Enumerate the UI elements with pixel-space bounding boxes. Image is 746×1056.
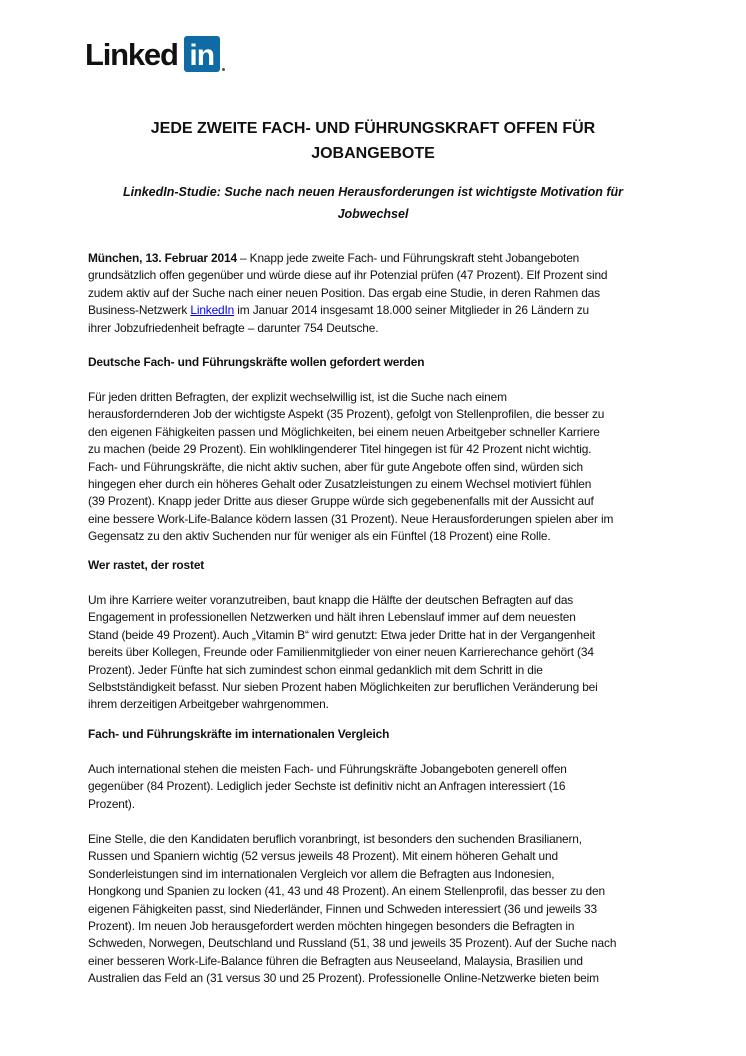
- intro-paragraph: [88, 250, 607, 337]
- paragraph: [88, 761, 567, 813]
- subtitle-line: Jobwechsel: [337, 207, 409, 221]
- text: Business-Netzwerk: [88, 303, 191, 318]
- text-line: hingegen eher durch ein höheres Gehalt oder Zusatzleistungen zu einem Wechsel motiviert fühlen: [88, 476, 592, 491]
- logo-wordmark: Linked: [85, 37, 178, 72]
- linkedin-link[interactable]: LinkedIn: [190, 303, 235, 318]
- logo-in-box: in: [184, 36, 220, 72]
- text-line: Prozent).: [88, 796, 135, 811]
- section-heading: Wer rastet, der rostet: [88, 558, 205, 572]
- text-line: Schweden, Norwegen, Deutschland und Russland (51, 38 und jeweils 35 Prozent). Auf der Suche nach: [88, 936, 617, 951]
- text-line: Stand (beide 49 Prozent). Auch „Vitamin B“ wird genutzt: Etwa jeder Dritte hat in der Vergangenheit: [88, 627, 596, 642]
- page-title: [60, 116, 686, 166]
- text-line: zudem aktiv auf der Suche nach einer neuen Position. Das ergab eine Studie, in deren Rahmen das: [88, 285, 600, 300]
- text-line: Fach- und Führungskräfte, die nicht aktiv suchen, aber für gute Angebote offen sind, würden sich: [88, 459, 584, 474]
- text-line: Prozent). Im neuen Job herausgefordert werden möchten hingegen besonders die Befragten in: [88, 918, 575, 933]
- text-line: gegenüber (84 Prozent). Lediglich jeder Sechste ist definitiv nicht an Anfragen interessiert (16: [88, 779, 566, 794]
- linkedin-logo: [85, 36, 225, 72]
- text-line: Australien das Feld an (31 versus 30 und 25 Prozent). Professionelle Online-Netzwerke bieten beim: [88, 971, 599, 986]
- text-line: bereits über Kollegen, Freunde oder Familienmitglieder von einer neuen Karrierechance gehört (34: [88, 645, 594, 660]
- text-line: Für jeden dritten Befragten, der explizit wechselwillig ist, ist die Suche nach einem: [88, 390, 507, 404]
- text: im Januar 2014 insgesamt 18.000 seiner Mitglieder in 26 Ländern zu: [234, 303, 589, 318]
- text-line: (39 Prozent). Knapp jeder Dritte aus dieser Gruppe würde sich gegebenenfalls mit der Aussicht auf: [88, 494, 594, 509]
- text-line: Engagement in professionellen Netzwerken und hält ihren Lebenslauf immer auf dem neuesten: [88, 610, 576, 625]
- text-line: eine bessere Work-Life-Balance ködern lassen (31 Prozent). Neue Herausforderungen spielen aber im: [88, 511, 614, 526]
- paragraph: [88, 831, 616, 988]
- text-line: Um ihre Karriere weiter voranzutreiben, baut knapp die Hälfte der deutschen Befragten auf das: [88, 593, 574, 607]
- section-heading: Deutsche Fach- und Führungskräfte wollen gefordert werden: [88, 355, 425, 369]
- text-line: ihrem derzeitigen Arbeitgeber wahrgenommen.: [88, 697, 329, 712]
- text-line: Russen und Spaniern wichtig (52 versus jeweils 48 Prozent). Mit einem höheren Gehalt und: [88, 849, 558, 864]
- text-line: ihrer Jobzufriedenheit befragte – darunter 754 Deutsche.: [88, 320, 379, 335]
- text-line: Sonderleistungen sind im internationalen Vergleich vor allem die Befragten aus Indonesien,: [88, 866, 555, 881]
- text-line: Hongkong und Spanien zu locken (41, 43 und 48 Prozent). An einem Stellenprofil, das besser zu den: [88, 884, 605, 899]
- text-line: herausfordernderen Job der wichtigste Aspekt (35 Prozent), gefolgt von Stellenprofilen, die besser zu: [88, 407, 605, 422]
- paragraph: [88, 592, 598, 714]
- text-line: den eigenen Fähigkeiten passen und Möglichkeiten, bei einem neuen Arbeitgeber schneller Karriere: [88, 424, 600, 439]
- text-line: Selbstständigkeit befasst. Nur sieben Prozent haben Möglichkeiten zur beruflichen Veränderung bei: [88, 679, 598, 694]
- text-line: Eine Stelle, die den Kandidaten beruflich voranbringt, ist besonders den suchenden Brasilianern,: [88, 832, 582, 846]
- text-line: Gegensatz zu den aktiv Suchenden nur für weniger als ein Fünftel (18 Prozent) eine Rolle.: [88, 529, 551, 544]
- registered-mark-icon: [222, 68, 225, 71]
- text-line: grundsätzlich offen gegenüber und würde diese auf ihr Potenzial prüfen (47 Prozent). Elf Prozent sind: [88, 268, 608, 283]
- dateline: München, 13. Februar 2014: [88, 251, 237, 265]
- text-line: zu machen (beide 29 Prozent). Ein wohlklingenderer Titel hingegen ist für 42 Prozent nicht wichtig.: [88, 442, 592, 457]
- subtitle: [60, 181, 686, 225]
- section-heading: Fach- und Führungskräfte im internationalen Vergleich: [88, 727, 390, 741]
- text-line: Auch international stehen die meisten Fach- und Führungskräfte Jobangeboten generell offen: [88, 762, 567, 776]
- text-line: Prozent). Jeder Fünfte hat sich zumindest schon einmal gedanklich mit dem Schritt in die: [88, 662, 543, 677]
- subtitle-line: LinkedIn-Studie: Suche nach neuen Herausforderungen ist wichtigste Motivation für: [122, 185, 624, 199]
- paragraph: [88, 389, 613, 546]
- text-line: einer besseren Work-Life-Balance führen die Befragten aus Neuseeland, Malaysia, Brasilien und: [88, 953, 583, 968]
- text: – Knapp jede zweite Fach- und Führungskraft steht Jobangeboten: [236, 251, 580, 265]
- title-line: JOBANGEBOTE: [311, 145, 435, 162]
- title-line: JEDE ZWEITE FACH- UND FÜHRUNGSKRAFT OFFEN FÜR: [150, 120, 596, 137]
- text-line: eigenen Fähigkeiten passt, sind Niederländer, Finnen und Schweden interessiert (36 und jeweils 33: [88, 901, 597, 916]
